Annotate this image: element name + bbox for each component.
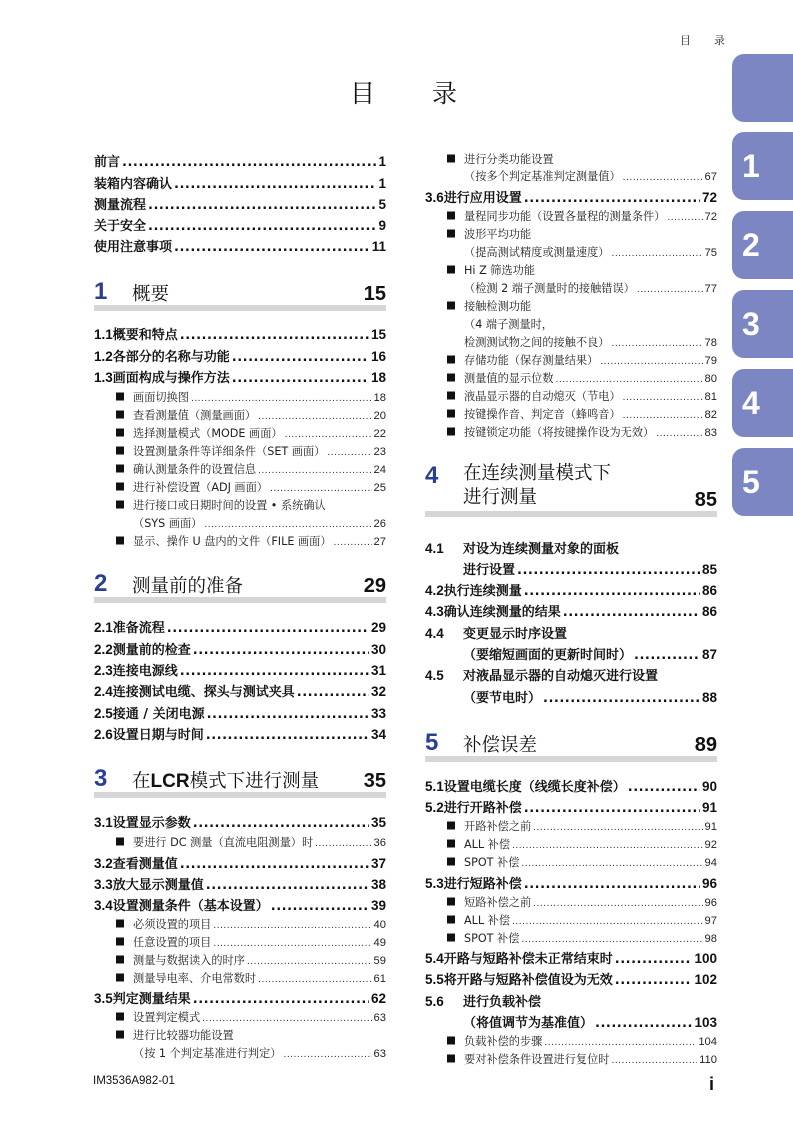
bullet-icon [116, 938, 124, 946]
bullet-icon [116, 429, 124, 437]
toc-entry-continued[interactable]: （将值调节为基准值） ..... 103 [463, 1012, 717, 1031]
toc-subentry-continued[interactable]: （按多个判定基准判定测量值） ..... 67 [464, 168, 717, 184]
page-number: i [709, 1074, 715, 1094]
toc-entry[interactable]: 3.3 放大显示测量值 ..... 38 [94, 874, 386, 893]
toc-subentry-continued[interactable]: （按 1 个判定基准进行判定） ..... 63 [133, 1045, 386, 1061]
toc-subentry[interactable]: SPOT 补偿 ..... 98 [447, 930, 717, 946]
bullet-icon [447, 1055, 455, 1063]
chapter-heading-3[interactable]: 3 在LCR模式下进行测量 35 [94, 765, 386, 792]
bullet-icon [116, 838, 124, 846]
toc-entry[interactable]: 5.2 进行开路补偿 ..... 91 [425, 797, 717, 816]
document-id: IM3536A982-01 [93, 1075, 175, 1087]
toc-subentry[interactable]: 进行补偿设置（ADJ 画面） ..... 25 [116, 479, 386, 495]
bullet-icon [447, 266, 455, 274]
toc-subentry[interactable]: 测量与数据读入的时序 ..... 59 [116, 952, 386, 968]
chapter-divider [94, 597, 386, 603]
toc-entry[interactable]: 4.1 对设为连续测量对象的面板 [425, 541, 620, 557]
toc-subentry-continued[interactable]: 检测测试物之间的接触不良） ..... 78 [464, 334, 717, 350]
chapter-divider [94, 305, 386, 311]
bullet-icon [447, 840, 455, 848]
toc-subentry[interactable]: 进行分类功能设置 [447, 151, 717, 167]
toc-subentry[interactable]: 必须设置的项目 ..... 40 [116, 916, 386, 932]
tab-blank[interactable] [732, 54, 793, 122]
bullet-icon [447, 230, 455, 238]
toc-subentry-continued[interactable]: （检测 2 端子测量时的接触错误） ..... 77 [464, 280, 717, 296]
toc-entry[interactable]: 2.3 连接电源线 ..... 31 [94, 660, 386, 679]
toc-subentry[interactable]: 显示、操作 U 盘内的文件（FILE 画面） ..... 27 [116, 533, 386, 549]
toc-subentry[interactable]: 按键操作音、判定音（蜂鸣音） ..... 82 [447, 406, 717, 422]
toc-subentry[interactable]: ALL 补偿 ..... 97 [447, 912, 717, 928]
tab-chapter-5[interactable]: 5 [732, 448, 793, 516]
bullet-icon [116, 411, 124, 419]
chapter-heading-1[interactable]: 1 概要 15 [94, 278, 386, 305]
toc-subentry[interactable]: 量程同步功能（设置各量程的测量条件） ..... 72 [447, 208, 717, 224]
bullet-icon [447, 1037, 455, 1045]
toc-subentry[interactable]: 短路补偿之前 ..... 96 [447, 894, 717, 910]
toc-subentry-continued[interactable]: （SYS 画面） ..... 26 [133, 515, 386, 531]
toc-subentry[interactable]: 要进行 DC 测量（直流电阻测量）时 ..... 36 [116, 834, 386, 850]
toc-entry[interactable]: 2.1 准备流程 ..... 29 [94, 617, 386, 636]
chapter-heading-2[interactable]: 2 测量前的准备 29 [94, 570, 386, 597]
toc-entry[interactable]: 3.6 进行应用设置 ..... 72 [425, 187, 717, 206]
bullet-icon [447, 898, 455, 906]
toc-entry[interactable]: 1.3 画面构成与操作方法 ..... 18 [94, 367, 386, 386]
toc-subentry[interactable]: 开路补偿之前 ..... 91 [447, 818, 717, 834]
bullet-icon [116, 1031, 124, 1039]
toc-entry-continued[interactable]: 进行设置 ..... 85 [463, 559, 717, 578]
toc-entry[interactable]: 4.4 变更显示时序设置 [425, 626, 568, 642]
toc-entry[interactable]: 4.3 确认连续测量的结果 ..... 86 [425, 601, 717, 620]
toc-subentry[interactable]: 确认测量条件的设置信息 ..... 24 [116, 461, 386, 477]
toc-subentry-continued[interactable]: （4 端子测量时， [464, 318, 553, 331]
bullet-icon [116, 465, 124, 473]
toc-entry[interactable]: 5.6 进行负载补偿 [425, 994, 542, 1010]
bullet-icon [447, 302, 455, 310]
bullet-icon [447, 916, 455, 924]
toc-subentry[interactable]: 测量导电率、介电常数时 ..... 61 [116, 970, 386, 986]
chapter-heading-5[interactable]: 5 补偿误差 89 [425, 729, 717, 756]
toc-entry[interactable]: 2.4 连接测试电缆、探头与测试夹具 ..... 32 [94, 681, 386, 700]
toc-entry[interactable]: 使用注意事项 ..... 11 [94, 236, 386, 255]
toc-subentry[interactable]: 查看测量值（测量画面） ..... 20 [116, 407, 386, 423]
toc-entry[interactable]: 4.5 对液晶显示器的自动熄灭进行设置 [425, 668, 659, 684]
page-title: 目 录 [349, 79, 473, 108]
chapter-divider [425, 756, 717, 762]
bullet-icon [116, 974, 124, 982]
bullet-icon [116, 537, 124, 545]
toc-entry[interactable]: 3.5 判定测量结果 ..... 62 [94, 988, 386, 1007]
running-header: 目 录 [680, 34, 731, 47]
bullet-icon [116, 1013, 124, 1021]
toc-subentry[interactable]: Hi Z 筛选功能 [447, 262, 717, 278]
toc-entry[interactable]: 装箱内容确认 ..... 1 [94, 173, 386, 192]
bullet-icon [116, 393, 124, 401]
bullet-icon [447, 392, 455, 400]
chapter-divider [94, 792, 386, 798]
tab-chapter-3[interactable]: 3 [732, 290, 793, 358]
toc-entry[interactable]: 5.5 将开路与短路补偿值设为无效 ..... 102 [425, 969, 717, 988]
toc-subentry[interactable]: 接触检测功能 [447, 298, 717, 314]
toc-entry[interactable]: 1.1 概要和特点 ..... 15 [94, 324, 386, 343]
toc-subentry[interactable]: 设置判定模式 ..... 63 [116, 1009, 386, 1025]
toc-subentry[interactable]: SPOT 补偿 ..... 94 [447, 854, 717, 870]
bullet-icon [116, 920, 124, 928]
bullet-icon [116, 956, 124, 964]
toc-subentry[interactable]: 选择测量模式（MODE 画面） ..... 22 [116, 425, 386, 441]
toc-entry[interactable]: 3.1 设置显示参数 ..... 35 [94, 812, 386, 831]
toc-subentry[interactable]: 波形平均功能 [447, 226, 717, 242]
toc-subentry[interactable]: 设置测量条件等详细条件（SET 画面） ..... 23 [116, 443, 386, 459]
bullet-icon [116, 447, 124, 455]
chapter-divider [425, 511, 717, 517]
tab-chapter-4[interactable]: 4 [732, 369, 793, 437]
toc-subentry[interactable]: 测量值的显示位数 ..... 80 [447, 370, 717, 386]
toc-subentry[interactable]: 进行比较器功能设置 [116, 1027, 386, 1043]
tab-chapter-2[interactable]: 2 [732, 211, 793, 279]
toc-entry[interactable]: 测量流程 ..... 5 [94, 194, 386, 213]
toc-entry-continued[interactable]: （要节电时） ..... 88 [463, 687, 717, 706]
bullet-icon [447, 155, 455, 163]
toc-entry[interactable]: 5.1 设置电缆长度（线缆长度补偿） ..... 90 [425, 776, 717, 795]
toc-entry[interactable]: 4.2 执行连续测量 ..... 86 [425, 580, 717, 599]
toc-entry-continued[interactable]: （要缩短画面的更新时间时） ..... 87 [463, 644, 717, 663]
bullet-icon [447, 356, 455, 364]
toc-entry[interactable]: 5.4 开路与短路补偿未正常结束时 ..... 100 [425, 948, 717, 967]
bullet-icon [447, 822, 455, 830]
toc-entry[interactable]: 3.4 设置测量条件（基本设置） ..... 39 [94, 895, 386, 914]
toc-entry[interactable]: 5.3 进行短路补偿 ..... 96 [425, 873, 717, 892]
bullet-icon [447, 410, 455, 418]
toc-subentry[interactable]: 负载补偿的步骤 ..... 104 [447, 1033, 717, 1049]
toc-entry[interactable]: 2.5 接通 / 关闭电源 ..... 33 [94, 703, 386, 722]
toc-entry[interactable]: 3.2 查看测量值 ..... 37 [94, 853, 386, 872]
toc-subentry[interactable]: 液晶显示器的自动熄灭（节电） ..... 81 [447, 388, 717, 404]
chapter-heading-4[interactable]: 4 在连续测量模式下 进行测量 85 [425, 462, 717, 511]
bullet-icon [447, 428, 455, 436]
toc-subentry[interactable]: 画面切换图 ..... 18 [116, 389, 386, 405]
toc-subentry-continued[interactable]: （提高测试精度或测量速度） ..... 75 [464, 244, 717, 260]
toc-entry[interactable]: 2.6 设置日期与时间 ..... 34 [94, 724, 386, 743]
toc-subentry[interactable]: 要对补偿条件设置进行复位时 ..... 110 [447, 1051, 717, 1067]
bullet-icon [116, 483, 124, 491]
toc-entry[interactable]: 2.2 测量前的检查 ..... 30 [94, 639, 386, 658]
toc-entry[interactable]: 1.2 各部分的名称与功能 ..... 16 [94, 346, 386, 365]
toc-subentry[interactable]: 任意设置的项目 ..... 49 [116, 934, 386, 950]
toc-subentry[interactable]: 存储功能（保存测量结果） ..... 79 [447, 352, 717, 368]
toc-subentry[interactable]: 按键锁定功能（将按键操作设为无效） ..... 83 [447, 424, 717, 440]
bullet-icon [116, 501, 124, 509]
toc-entry[interactable]: 前言 ..... 1 [94, 151, 386, 170]
bullet-icon [447, 858, 455, 866]
toc-entry[interactable]: 关于安全 ..... 9 [94, 215, 386, 234]
toc-subentry[interactable]: 进行接口或日期时间的设置 • 系统确认 [116, 497, 386, 513]
bullet-icon [447, 212, 455, 220]
tab-chapter-1[interactable]: 1 [732, 132, 793, 200]
toc-subentry[interactable]: ALL 补偿 ..... 92 [447, 836, 717, 852]
bullet-icon [447, 934, 455, 942]
bullet-icon [447, 374, 455, 382]
